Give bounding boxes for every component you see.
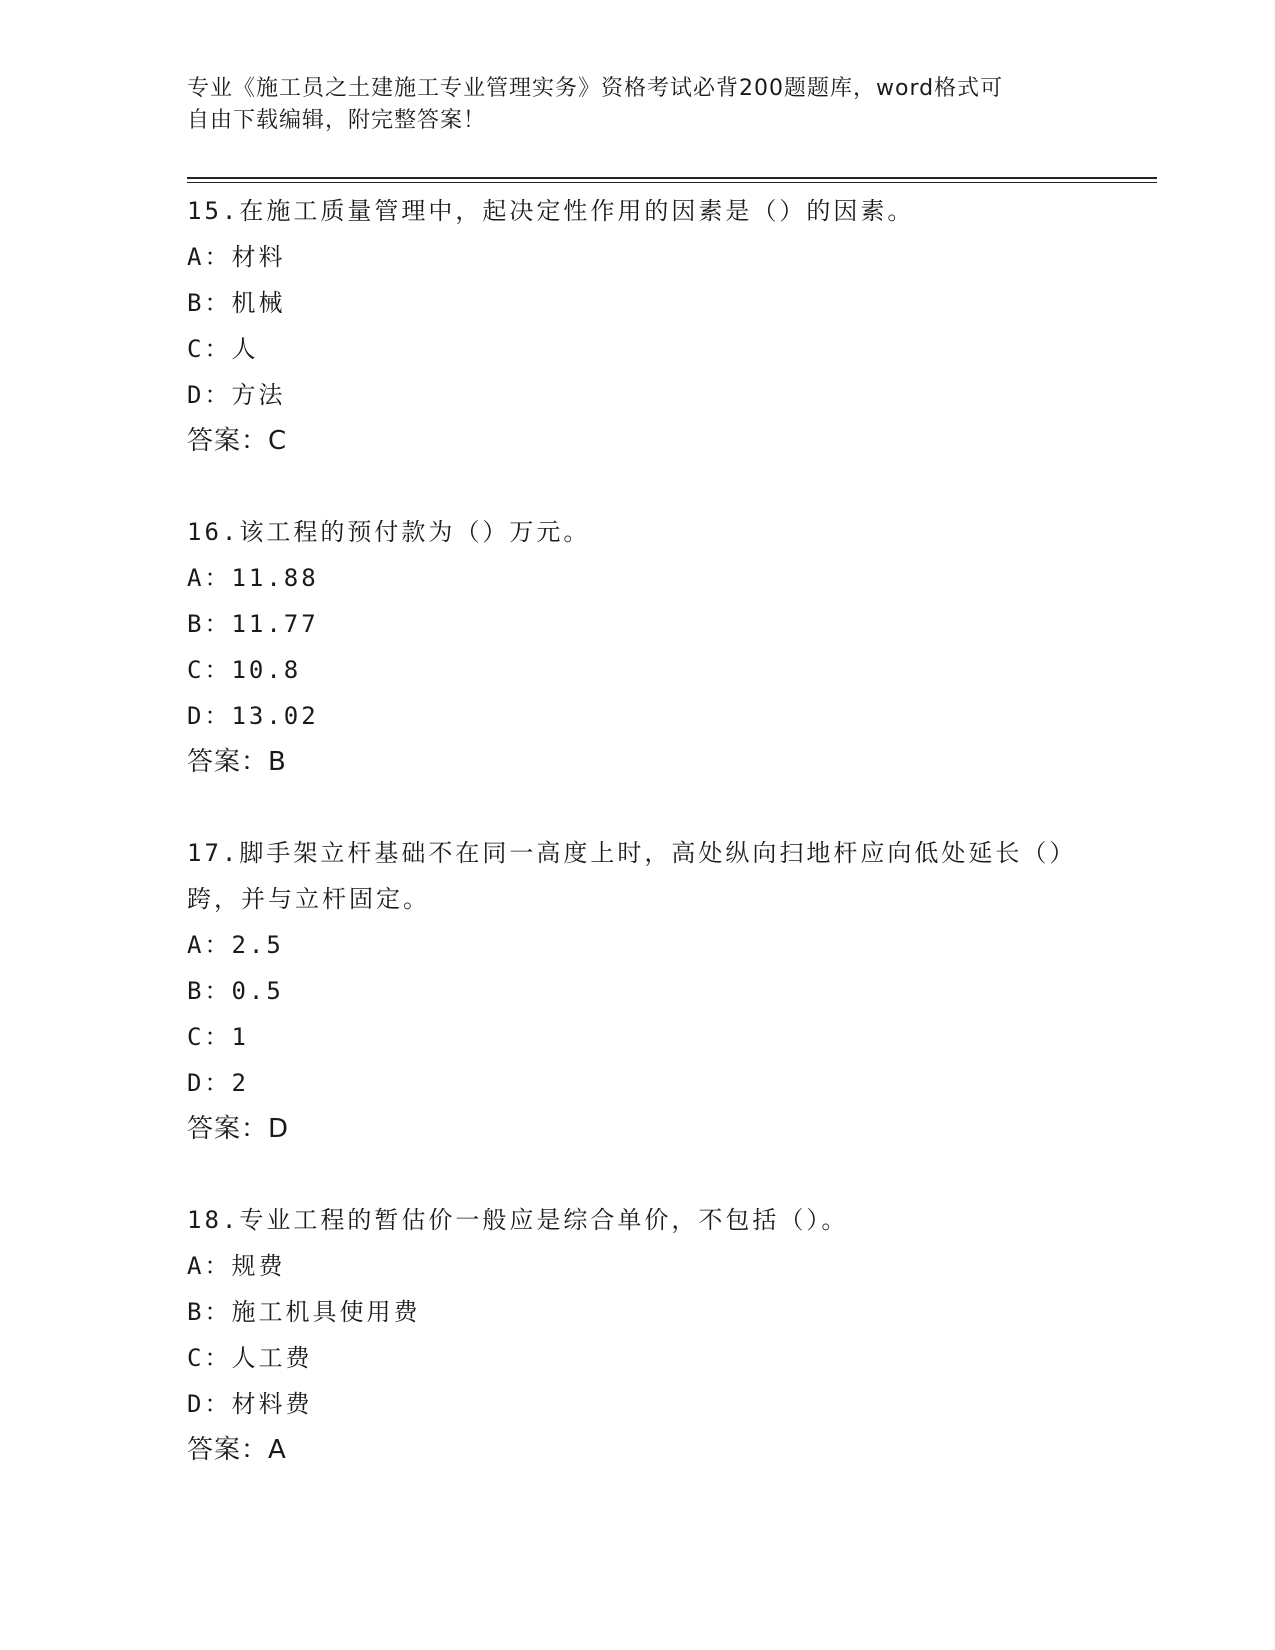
question-stem: 16.该工程的预付款为（）万元。 (187, 518, 591, 546)
option-d: D：方法 (187, 381, 286, 409)
question-list (187, 188, 1087, 1473)
option-d: D：13.02 (187, 702, 319, 730)
option-c: C：10.8 (187, 656, 302, 684)
question-stem: 15.在施工质量管理中，起决定性作用的因素是（）的因素。 (187, 197, 915, 225)
answer-line: 答案：C (187, 426, 288, 456)
option-c: C：人工费 (187, 1344, 313, 1372)
option-d: D：2 (187, 1069, 249, 1097)
question-spacer (187, 785, 1087, 830)
option-a: A：11.88 (187, 564, 319, 592)
option-d: D：材料费 (187, 1390, 313, 1418)
answer-line: 答案：B (187, 747, 287, 777)
header-divider-thick (187, 177, 1157, 179)
option-a: A：2.5 (187, 931, 284, 959)
question-stem: 18.专业工程的暂估价一般应是综合单价，不包括（）。 (187, 1206, 849, 1234)
question-spacer (187, 1152, 1087, 1197)
option-a: A：材料 (187, 243, 286, 271)
question-17 (187, 830, 1087, 1152)
option-c: C：人 (187, 335, 259, 363)
question-18 (187, 1197, 1087, 1473)
option-b: B：施工机具使用费 (187, 1298, 421, 1326)
header-line-2: 自由下载编辑，附完整答案！ (187, 108, 487, 133)
answer-line: 答案：A (187, 1435, 287, 1465)
question-stem: 17.脚手架立杆基础不在同一高度上时，高处纵向扫地杆应向低处延长（）跨，并与立杆固定。 (187, 839, 1077, 913)
header-divider-thin (187, 182, 1157, 183)
question-15 (187, 188, 1087, 464)
answer-line: 答案：D (187, 1114, 290, 1144)
option-b: B：机械 (187, 289, 286, 317)
header-line-1: 专业《施工员之土建施工专业管理实务》资格考试必背200题题库，word格式可 (187, 76, 1004, 101)
option-b: B：11.77 (187, 610, 319, 638)
document-header (187, 73, 1087, 137)
question-spacer (187, 464, 1087, 509)
question-16 (187, 509, 1087, 785)
option-b: B：0.5 (187, 977, 284, 1005)
option-c: C：1 (187, 1023, 249, 1051)
option-a: A：规费 (187, 1252, 286, 1280)
